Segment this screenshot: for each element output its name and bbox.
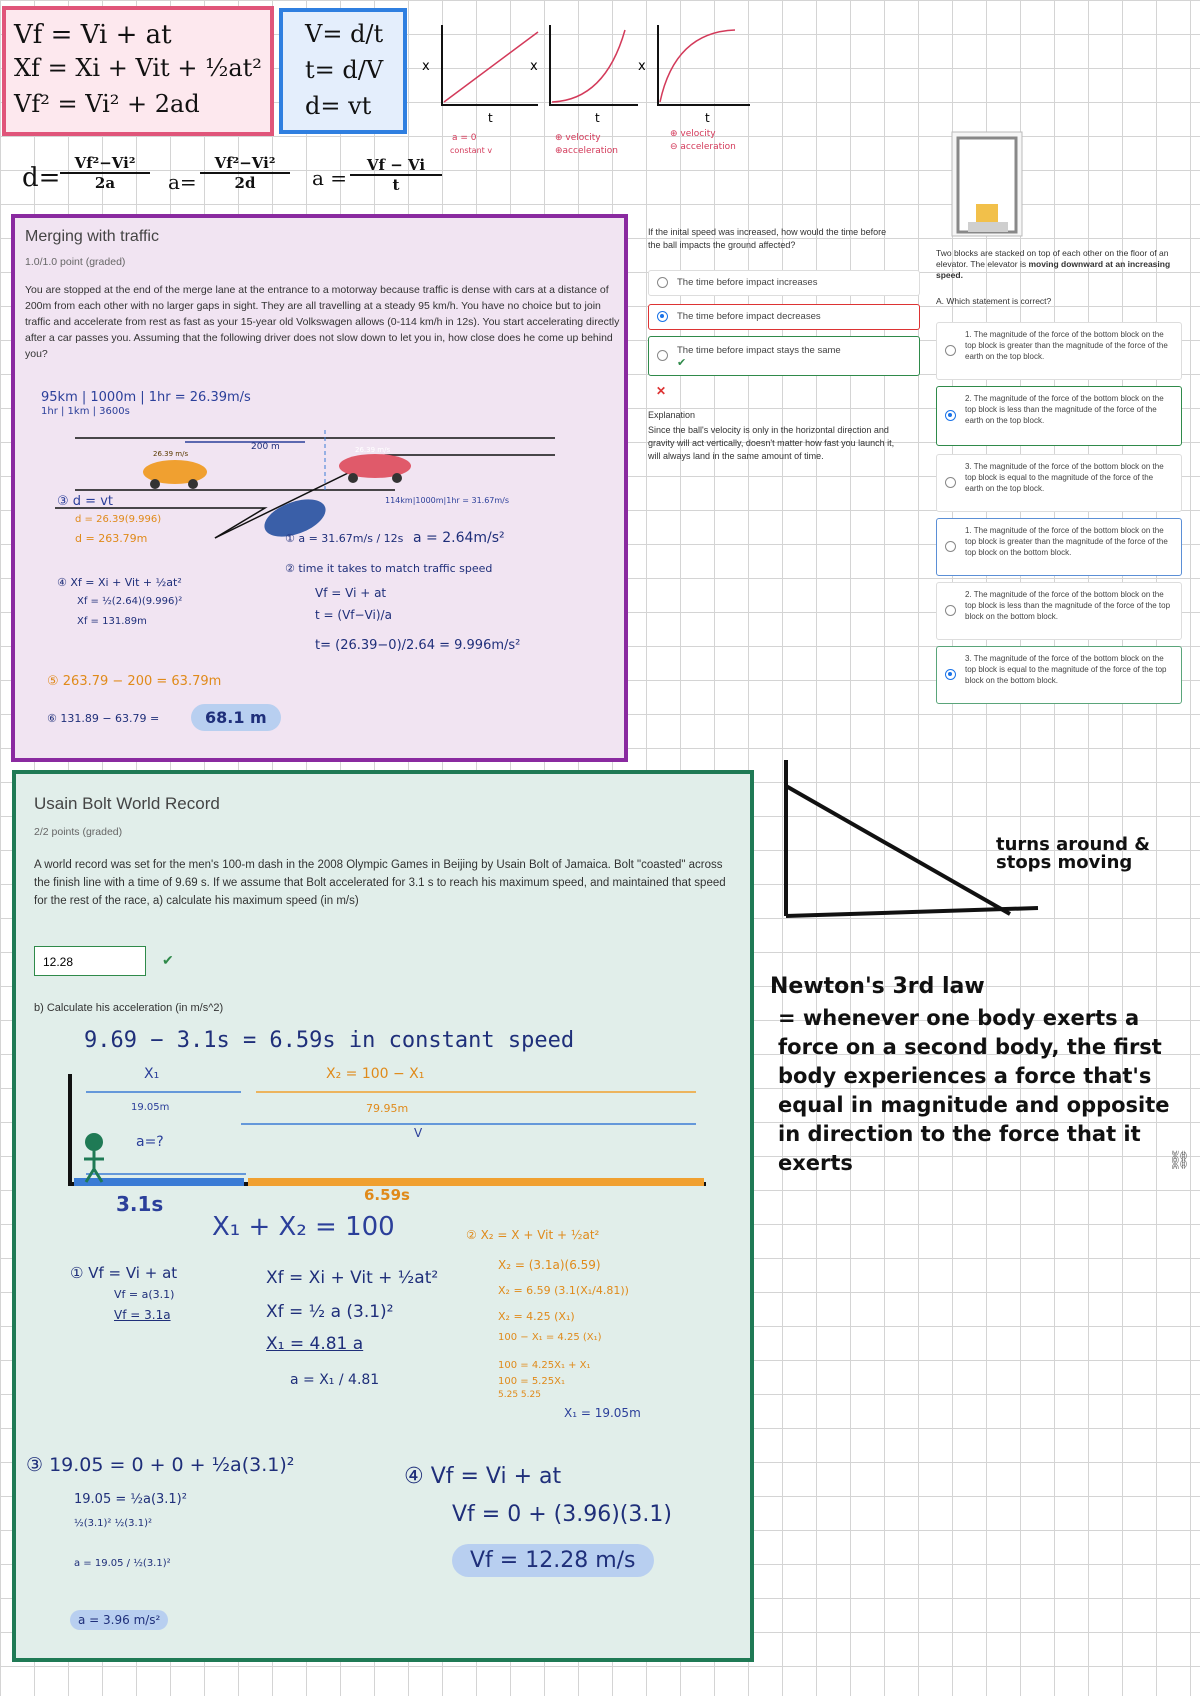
usain-bolt-card [12, 770, 754, 1662]
bolt-eq2-a: Xf = Xi + Vit + ½at² [266, 1268, 439, 1288]
graph1-note1: a = 0 [452, 133, 477, 143]
bolt-title: Usain Bolt World Record [34, 794, 220, 813]
bolt-t1: 3.1s [116, 1192, 164, 1216]
graph1-y-label: x [422, 59, 430, 74]
derived-a1-lhs: a= [168, 170, 197, 194]
bolt-eq1-b: Vf = a(3.1) [114, 1288, 175, 1301]
merging-distance: 200 m [251, 442, 280, 452]
bolt-question: A world record was set for the men's 100-m dash in the 2008 Olympic Games in Beijing by Usain Bolt of Jamaica. Bolt "coasted" across the finish line with a time of 9.69 s. If we assume that Bolt accelerated for 3.1 s to reach his maximum speed, and maintained that speed for the rest of the race, a) calculate his maximum speed (in m/s) [34, 859, 726, 907]
bolt-eq4-e: a = 3.96 m/s² [70, 1610, 168, 1630]
bolt-eq3-c: X₂ = 6.59 (3.1(X₁/4.81)) [498, 1284, 629, 1297]
bolt-t2: 6.59s [364, 1186, 410, 1204]
bolt-eq3-d: X₂ = 4.25 (X₁) [498, 1310, 575, 1323]
mcq1-explanation: Since the ball's velocity is only in the horizontal direction and gravity will act vertically, doesn't matter how fast you launch it, will always land in the same amount of time. [648, 425, 895, 461]
bolt-d1: 19.05m [131, 1102, 170, 1113]
bolt-eq2-b: Xf = ½ a (3.1)² [266, 1302, 394, 1322]
bolt-eq2-c: X₁ = 4.81 a [266, 1334, 364, 1354]
graph2-x-label: t [595, 111, 600, 125]
derived-a2-fraction: $\frac{Vf - Vi}{t}$ [350, 156, 442, 194]
bolt-track-diagram [66, 1064, 706, 1194]
merging-traffic-card [11, 214, 628, 762]
radio-selected-icon[interactable] [657, 311, 668, 322]
bolt-eq1-c: Vf = 3.1a [114, 1308, 171, 1322]
radio-selected-icon[interactable] [945, 669, 956, 680]
merging-step1-a: ① a = 31.67m/s / 12s [285, 532, 404, 545]
graph3-note2: ⊖ acceleration [670, 142, 736, 152]
mcq1-option-increase[interactable]: The time before impact increases [648, 270, 920, 296]
derived-d-lhs: d= [22, 163, 61, 193]
radio-icon[interactable] [945, 541, 956, 552]
bolt-points: 2/2 points (graded) [34, 826, 123, 838]
mcq1-option-decrease[interactable]: The time before impact decreases [648, 304, 920, 330]
bolt-eq4-c: ½(3.1)² ½(3.1)² [74, 1518, 152, 1529]
merging-conversion: 95km | 1000m | 1hr = 26.39m/s [41, 390, 251, 405]
merging-step3-c: d = 263.79m [75, 532, 148, 545]
formula-xf: Xf = Xi + Vit + ½at² [14, 54, 262, 82]
bolt-eq2-d: a = X₁ / 4.81 [290, 1372, 380, 1388]
bolt-eq3-f: 100 = 4.25X₁ + X₁ [498, 1360, 591, 1371]
bolt-eq3-h: 5.25 5.25 [498, 1390, 541, 1400]
bolt-eq1-a: ① Vf = Vi + at [70, 1264, 178, 1282]
merging-question: You are stopped at the end of the merge lane at the entrance to a motorway because traffic is dense with cars at a distance of 200m from each other with no larger gaps in sight. They are all travelling at a steady 95 km/h. You have no choice but to join traffic and accelerate from rest as fast as your 15-year old Volkswagen allows (0-114 km/h in 12s). You start accelerating directly after a car passes you. Assuming that the following driver does not slow down to let you in, how close does he come up behind you? [25, 284, 620, 360]
motion-graphs [420, 10, 760, 160]
mcq1-question: If the inital speed was increased, how would the time before the ball impacts the ground affected? [648, 227, 887, 250]
bolt-eq4-a: ③ 19.05 = 0 + 0 + ½a(3.1)² [26, 1454, 295, 1476]
ball-impact-question [644, 222, 928, 482]
formula-d: d= vt [305, 92, 372, 120]
merging-step3-a: ③ d = vt [57, 494, 113, 509]
newton-body: = whenever one body exerts a force on a second body, the first body experiences a force that's equal in magnitude and opposite in direction to the force that it exerts [778, 1006, 1170, 1175]
derived-a2-lhs: a = [312, 166, 348, 190]
merging-step2-a: ② time it takes to match traffic speed [285, 562, 493, 575]
graph1-note2: constant v [450, 146, 493, 155]
merging-step3-b: d = 26.39(9.996) [75, 514, 162, 525]
radio-icon[interactable] [657, 350, 668, 361]
radio-selected-icon[interactable] [945, 410, 956, 421]
bolt-eq4-b: 19.05 = ½a(3.1)² [74, 1492, 187, 1507]
mcq2-question: Two blocks are stacked on top of each other on the floor of an elevator. The elevator is moving downward at an increasing speed. [936, 248, 1171, 280]
bolt-eq5-a: ④ Vf = Vi + at [404, 1464, 562, 1489]
bolt-x1-label: X₁ [144, 1066, 160, 1082]
merging-car2-speed: 26.39 m/s [355, 446, 391, 454]
merging-conversion-units: 1hr | 1km | 3600s [41, 406, 130, 417]
bolt-a-unknown: a=? [136, 1134, 164, 1150]
graph-decel-curve [660, 30, 735, 102]
mcq2-option-1[interactable]: 1. The magnitude of the force of the bottom block on the top block is greater than the magnitude of the force of the earth on the top block. [936, 322, 1182, 380]
bolt-eq5-b: Vf = 0 + (3.96)(3.1) [452, 1502, 672, 1527]
bolt-eq3-g: 100 = 5.25X₁ [498, 1376, 565, 1387]
merging-step6: ⑥ 131.89 − 63.79 = [47, 712, 160, 725]
graph3-y-label: x [638, 59, 646, 74]
mcq1-explanation-label: Explanation [648, 410, 696, 420]
graph2-note2: ⊕acceleration [555, 146, 618, 156]
bolt-sum: X₁ + X₂ = 100 [212, 1212, 395, 1242]
graph1-x-label: t [488, 111, 493, 125]
elevator-blocks-question [934, 128, 1184, 708]
bolt-eq3-i: X₁ = 19.05m [564, 1406, 641, 1420]
merging-step4-c: Xf = 131.89m [77, 616, 147, 627]
graph3-x-label: t [705, 111, 710, 125]
mcq1-option-same[interactable]: The time before impact stays the same ✔ [648, 336, 920, 376]
speed-formula-box [279, 8, 407, 134]
bolt-eq4-d: a = 19.05 / ½(3.1)² [74, 1558, 171, 1569]
wrong-icon: ✕ [656, 384, 667, 398]
kinematics-formula-box [2, 6, 274, 136]
bolt-answer-input[interactable]: 12.28 [34, 946, 146, 976]
graph2-y-label: x [530, 59, 538, 74]
graph-linear-line [444, 32, 538, 102]
bolt-eq3-b: X₂ = (3.1a)(6.59) [498, 1258, 601, 1272]
bolt-x2-label: X₂ = 100 − X₁ [326, 1066, 425, 1082]
merging-final-answer: 68.1 m [191, 704, 281, 731]
formula-v: V= d/t [305, 20, 384, 48]
graph2-note1: ⊕ velocity [555, 133, 601, 143]
merging-points: 1.0/1.0 point (graded) [25, 256, 126, 268]
bolt-final-answer: Vf = 12.28 m/s [452, 1544, 654, 1577]
radio-icon[interactable] [945, 605, 956, 616]
merging-step5: ⑤ 263.79 − 200 = 63.79m [47, 674, 222, 689]
bolt-eq3-a: ② X₂ = X + Vit + ½at² [466, 1228, 600, 1242]
radio-icon[interactable] [945, 477, 956, 488]
check-icon: ✔ [677, 357, 687, 369]
radio-icon[interactable] [657, 277, 668, 288]
radio-icon[interactable] [945, 345, 956, 356]
mcq2-option-2[interactable]: 2. The magnitude of the force of the bottom block on the top block is less than the magnitude of the force of the earth on the top block. [936, 386, 1182, 446]
check-icon: ✔ [162, 952, 174, 968]
merging-step1-b: a = 2.64m/s² [413, 530, 505, 546]
mcq2-option-6[interactable]: 3. The magnitude of the force of the bottom block on the top block is equal to the magnitude of the force of the top block on the bottom block. [936, 646, 1182, 704]
mcq2-option-3[interactable]: 3. The magnitude of the force of the bottom block on the top block is equal to the magnitude of the force of the earth on the top block. [936, 454, 1182, 512]
newton-title: Newton's 3rd law [770, 974, 985, 999]
merging-step4-b: Xf = ½(2.64)(9.996)² [77, 596, 183, 607]
merging-step2-d: t= (26.39−0)/2.64 = 9.996m/s² [315, 638, 521, 653]
merging-step2-b: Vf = Vi + at [315, 586, 387, 600]
bolt-work-top: 9.69 − 3.1s = 6.59s in constant speed [84, 1028, 575, 1053]
mcq2-option-4[interactable]: 1. The magnitude of the force of the bottom block on the top block is greater than the magnitude of the force of the top block on the bottom block. [936, 518, 1182, 576]
derived-a1-fraction: $\frac{\text{Vf²−Vi²}}{2d}$ [200, 154, 290, 192]
bolt-eq3-e: 100 − X₁ = 4.25 (X₁) [498, 1332, 602, 1343]
graph3-note1: ⊕ velocity [670, 129, 716, 139]
mcq2-subquestion: A. Which statement is correct? [936, 296, 1052, 306]
bolt-d2: 79.95m [366, 1102, 409, 1115]
merging-car1-speed: 26.39 m/s [153, 450, 189, 458]
formula-vf2: Vf² = Vi² + 2ad [14, 90, 200, 118]
merging-title: Merging with traffic [25, 228, 159, 245]
merging-step2-c: t = (Vf−Vi)/a [315, 608, 392, 622]
mcq2-option-5[interactable]: 2. The magnitude of the force of the bottom block on the top block is less than the magnitude of the force of the top block on the bottom block. [936, 582, 1182, 640]
runner-icon [85, 1133, 103, 1151]
link-icon[interactable]: ⛓ [1168, 1150, 1191, 1170]
bolt-v-label: V [414, 1126, 423, 1140]
graph-accel-curve [552, 30, 625, 102]
formula-t: t= d/V [305, 56, 384, 84]
derived-d-fraction: $\frac{\text{Vf²−Vi²}}{2a}$ [60, 154, 150, 192]
merging-small-conversion: 114km|1000m|1hr = 31.67m/s [385, 496, 510, 505]
merging-road-diagram [55, 430, 575, 580]
merging-step4-a: ④ Xf = Xi + Vit + ½at² [57, 576, 182, 589]
bolt-part-b: b) Calculate his acceleration (in m/s^2) [34, 1002, 224, 1014]
turns-around-note: turns around & stops moving [996, 834, 1150, 873]
elevator-blocks-image [948, 128, 1028, 242]
formula-vf: Vf = Vi + at [14, 20, 172, 50]
